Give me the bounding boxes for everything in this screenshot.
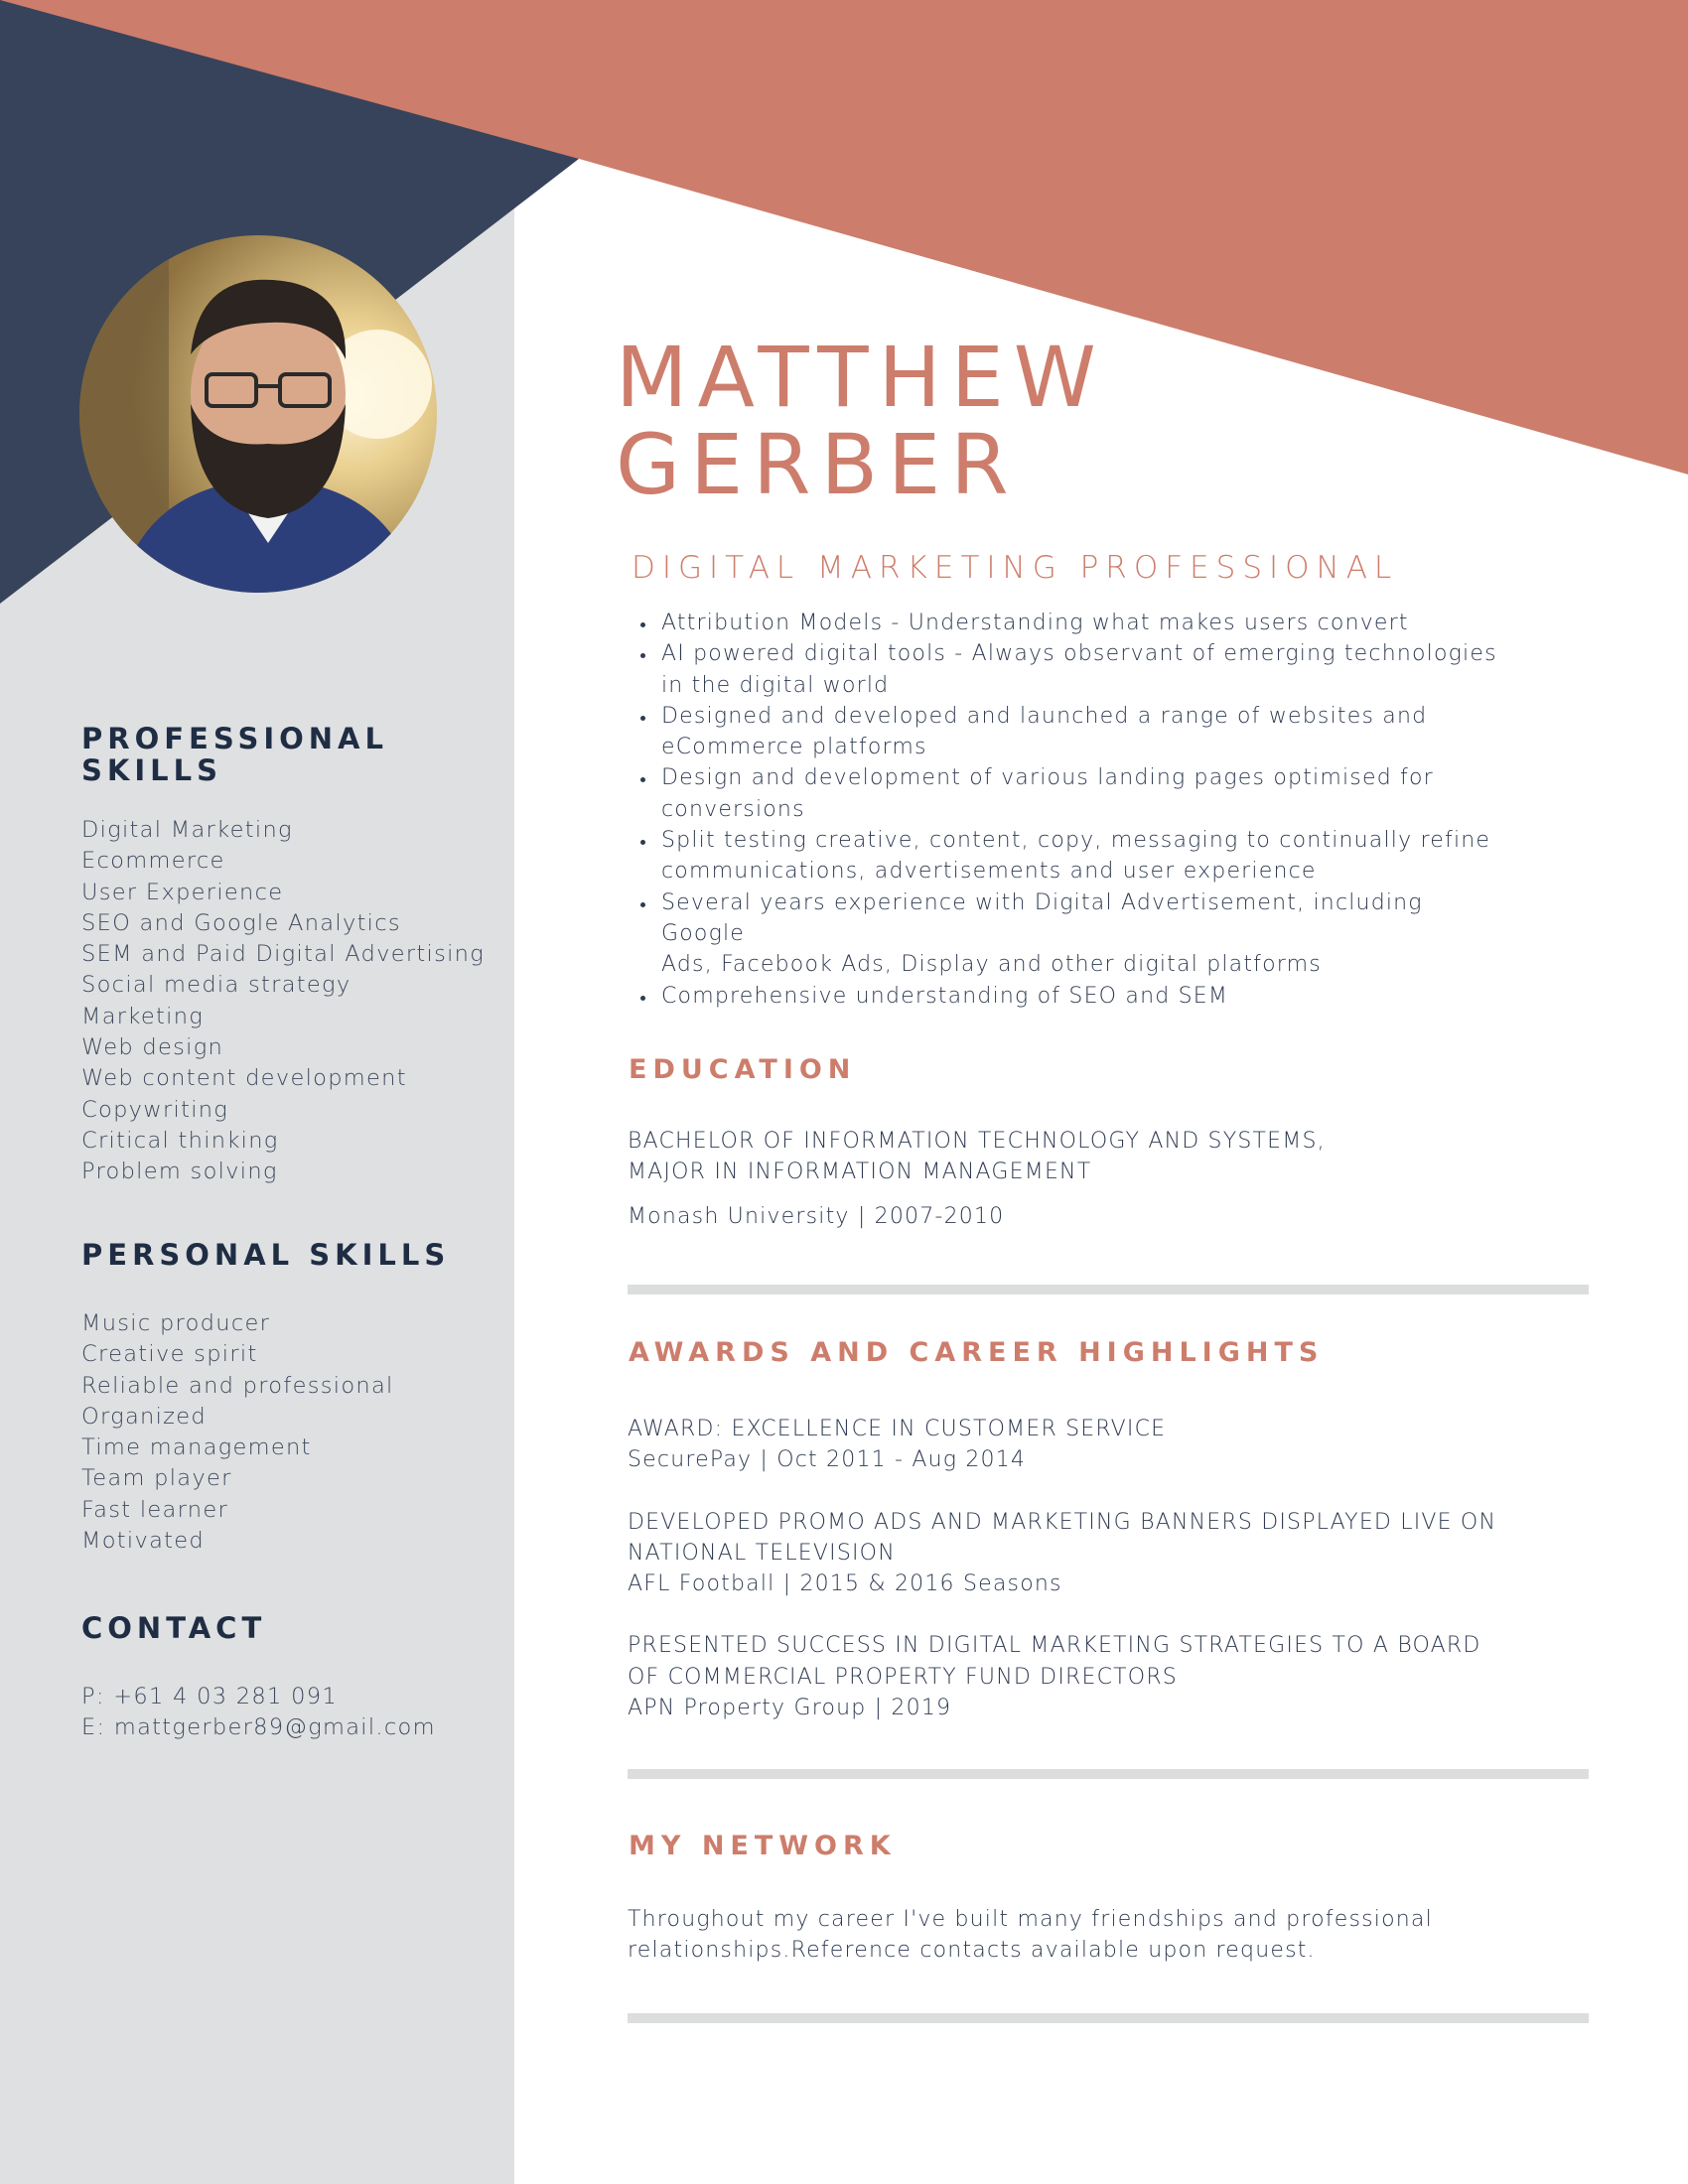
award-item — [628, 1507, 1541, 1600]
skill-item: Critical thinking — [81, 1127, 279, 1154]
skill-item: Organized — [81, 1403, 208, 1430]
personal-skills-list — [81, 1308, 394, 1557]
degree-line: BACHELOR OF INFORMATION TECHNOLOGY AND SYSTEMS, — [628, 1129, 1326, 1154]
profile-photo-icon — [79, 235, 437, 593]
award-title: AWARD: EXCELLENCE IN CUSTOMER SERVICE — [628, 1417, 1167, 1441]
professional-skills-heading — [81, 723, 498, 786]
skill-item: Web content development — [81, 1065, 407, 1092]
contact-heading: CONTACT — [81, 1611, 267, 1645]
degree-line: MAJOR IN INFORMATION MANAGEMENT — [628, 1160, 1092, 1185]
network-line: relationships.Reference contacts available upon request. — [628, 1938, 1316, 1964]
institution: Monash University | 2007-2010 — [628, 1203, 1005, 1229]
education-block — [628, 1126, 1541, 1232]
skill-item: Digital Marketing — [81, 817, 293, 843]
profile-photo — [79, 235, 437, 593]
summary-line: communications, advertisements and user experience — [661, 859, 1317, 885]
first-name: MATTHEW — [616, 329, 1106, 426]
personal-skills-heading: PERSONAL SKILLS — [81, 1238, 451, 1272]
summary-item — [657, 981, 1511, 1012]
skill-item: Fast learner — [81, 1496, 229, 1523]
contact-email[interactable]: E: mattgerber89@gmail.com — [81, 1714, 436, 1741]
summary-item — [657, 608, 1511, 638]
section-divider — [628, 2013, 1589, 2023]
summary-line: AI powered digital tools - Always observant of emerging technologies — [661, 641, 1497, 667]
skill-item: Time management — [81, 1434, 312, 1461]
skill-item: User Experience — [81, 879, 284, 905]
award-title: DEVELOPED PROMO ADS AND MARKETING BANNERS DISPLAYED LIVE ON — [628, 1509, 1497, 1535]
skill-item: Copywriting — [81, 1096, 229, 1123]
skill-item: Problem solving — [81, 1159, 278, 1185]
award-detail: APN Property Group | 2019 — [628, 1696, 952, 1721]
professional-skills-list — [81, 815, 485, 1188]
skill-item: Ecommerce — [81, 848, 225, 875]
summary-item — [657, 887, 1511, 981]
summary-line: Design and development of various landing pages optimised for — [661, 765, 1434, 791]
skill-item: Motivated — [81, 1528, 206, 1555]
skill-item: SEM and Paid Digital Advertising — [81, 941, 486, 968]
skill-item: Reliable and professional — [81, 1372, 394, 1399]
skill-item: Social media strategy — [81, 972, 352, 999]
network-line: Throughout my career I've built many friendships and professional — [628, 1907, 1433, 1932]
summary-line: Several years experience with Digital Advertisement, including Google — [661, 889, 1423, 946]
section-divider — [628, 1769, 1589, 1779]
summary-item — [657, 701, 1511, 763]
summary-line: Comprehensive understanding of SEO and SEM — [661, 983, 1229, 1009]
summary-line: Split testing creative, content, copy, messaging to continually refine — [661, 828, 1491, 854]
award-title: PRESENTED SUCCESS IN DIGITAL MARKETING STRATEGIES TO A BOARD — [628, 1633, 1481, 1659]
award-item — [628, 1414, 1541, 1476]
summary-list — [626, 608, 1511, 1012]
last-name: GERBER — [616, 416, 1019, 513]
award-detail: SecurePay | Oct 2011 - Aug 2014 — [628, 1447, 1027, 1473]
skill-item: SEO and Google Analytics — [81, 909, 401, 936]
professional-skills-heading-line: SKILLS — [81, 753, 222, 787]
award-detail: AFL Football | 2015 & 2016 Seasons — [628, 1571, 1062, 1597]
skill-item: Marketing — [81, 1003, 205, 1029]
awards-heading: AWARDS AND CAREER HIGHLIGHTS — [629, 1337, 1325, 1368]
summary-line: in the digital world — [661, 672, 890, 698]
summary-line: conversions — [661, 796, 805, 822]
summary-item — [657, 825, 1511, 887]
summary-line: Designed and developed and launched a range of websites and — [661, 703, 1428, 729]
network-heading: MY NETWORK — [629, 1831, 897, 1861]
award-item — [628, 1630, 1541, 1723]
skill-item: Team player — [81, 1465, 232, 1492]
contact-phone[interactable]: P: +61 4 03 281 091 — [81, 1684, 338, 1709]
skill-item: Music producer — [81, 1310, 271, 1336]
job-title: DIGITAL MARKETING PROFESSIONAL — [632, 550, 1399, 586]
summary-line: Ads, Facebook Ads, Display and other digital platforms — [661, 952, 1322, 978]
skill-item: Web design — [81, 1034, 224, 1061]
person-name — [616, 329, 1106, 513]
summary-item — [657, 762, 1511, 825]
award-title: NATIONAL TELEVISION — [628, 1540, 896, 1566]
professional-skills-heading-line: PROFESSIONAL — [81, 722, 388, 755]
awards-list — [628, 1414, 1541, 1754]
summary-line: eCommerce platforms — [661, 735, 927, 760]
skill-item: Creative spirit — [81, 1341, 258, 1368]
network-text — [628, 1904, 1541, 1967]
summary-line: Attribution Models - Understanding what makes users convert — [661, 611, 1409, 635]
summary-item — [657, 638, 1511, 701]
education-heading: EDUCATION — [629, 1054, 857, 1085]
section-divider — [628, 1285, 1589, 1295]
award-title: OF COMMERCIAL PROPERTY FUND DIRECTORS — [628, 1664, 1178, 1690]
contact-block — [81, 1682, 436, 1744]
